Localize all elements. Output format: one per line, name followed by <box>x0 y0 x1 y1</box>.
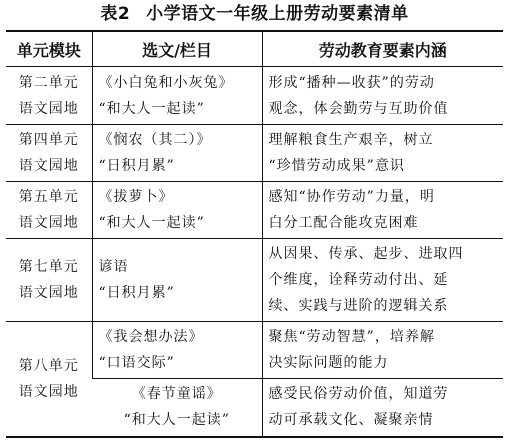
unit-cell <box>6 322 92 437</box>
goal-line: 形成“播种—收获”的劳动 <box>268 74 435 91</box>
texts-cell <box>92 239 262 322</box>
table-row <box>6 182 503 239</box>
text-line: “和大人一起读” <box>98 100 205 117</box>
unit-line: 语文园地 <box>18 215 79 231</box>
unit-line: 第二单元 <box>18 74 79 91</box>
unit-line: 语文园地 <box>18 158 79 174</box>
goal-line: “珍惜劳动成果”意识 <box>268 158 405 174</box>
table-caption: 小学语文一年级上册劳动要素清单 <box>146 4 409 24</box>
goal-line: 从因果、传承、起步、进取四 <box>268 246 464 262</box>
goal-cell <box>262 182 503 239</box>
text-line: “口语交际” <box>98 355 175 371</box>
text-line: 谚语 <box>98 259 129 275</box>
text-line: 《悯农（其二）》 <box>98 132 212 148</box>
goal-line: 动可承载文化、凝聚亲情 <box>268 412 434 429</box>
texts-cell <box>92 322 262 379</box>
table-title <box>0 2 509 26</box>
text-line: 《小白兔和小灰兔》 <box>98 74 234 91</box>
goal-cell <box>262 67 503 125</box>
goal-line: 决实际问题的能力 <box>268 355 389 371</box>
goal-line: 聚焦“劳动智慧”，培养解 <box>268 329 435 345</box>
unit-line: 第七单元 <box>18 259 79 275</box>
table-header-row <box>6 31 503 67</box>
text-line: “日积月累” <box>98 158 175 174</box>
texts-cell <box>92 182 262 239</box>
goal-cell <box>262 239 503 322</box>
unit-cell <box>6 67 92 125</box>
goal-cell <box>262 125 503 182</box>
unit-line: 第五单元 <box>18 189 79 205</box>
text-line: 《拔萝卜》 <box>98 189 174 205</box>
unit-line: 第八单元 <box>18 357 79 374</box>
header-unit: 单元模块 <box>6 31 92 67</box>
goal-cell <box>262 379 503 437</box>
table-row <box>6 125 503 182</box>
table-number: 表2 <box>100 4 131 24</box>
goal-line: 感受民俗劳动价值，知道劳 <box>268 386 449 403</box>
header-texts: 选文/栏目 <box>92 31 262 67</box>
unit-line: 语文园地 <box>18 383 79 400</box>
text-line: 《我会想办法》 <box>98 329 204 345</box>
unit-line: 语文园地 <box>18 100 79 117</box>
unit-cell <box>6 182 92 239</box>
text-line: “日积月累” <box>98 285 175 301</box>
header-goal: 劳动教育要素内涵 <box>262 31 503 67</box>
goal-line: 续、实践与进阶的逻辑关系 <box>268 298 449 314</box>
unit-cell <box>6 125 92 182</box>
unit-cell <box>6 239 92 322</box>
goal-cell <box>262 322 503 379</box>
texts-cell <box>92 125 262 182</box>
unit-line: 第四单元 <box>18 132 79 148</box>
labor-elements-table <box>6 30 503 438</box>
goal-line: 白分工配合能攻克困难 <box>268 215 419 231</box>
unit-line: 语文园地 <box>18 285 79 301</box>
text-line: “和大人一起读” <box>123 412 230 429</box>
table-row <box>6 239 503 322</box>
text-line: “和大人一起读” <box>98 215 205 231</box>
texts-cell <box>92 67 262 125</box>
text-line: 《春节童谣》 <box>131 386 222 403</box>
goal-line: 理解粮食生产艰辛，树立 <box>268 132 434 148</box>
table-row <box>6 67 503 125</box>
goal-line: 感知“协作劳动”力量，明 <box>268 189 435 205</box>
goal-line: 观念，体会勤劳与互助价值 <box>268 100 449 117</box>
table-row <box>6 322 503 379</box>
texts-cell <box>92 379 262 437</box>
goal-line: 个维度，诠释劳动付出、延 <box>268 272 449 288</box>
